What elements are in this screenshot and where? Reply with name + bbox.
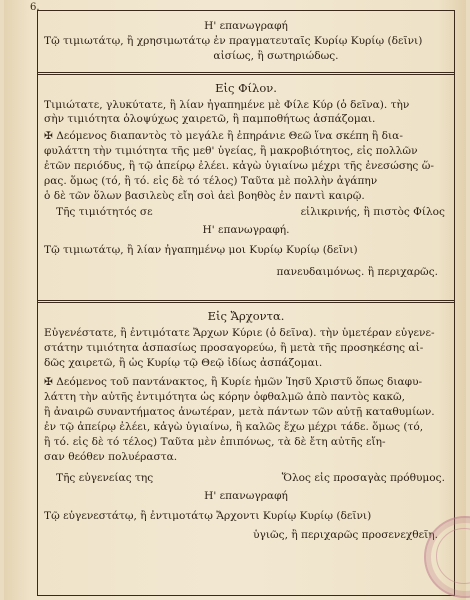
- closing-salutation: Τῆς εὐγενείας της: [56, 472, 154, 484]
- section3-address-cont: ὑγιῶς, ἢ περιχαρῶς προσενεχθεῖη.: [253, 529, 438, 541]
- letter-line: δῶς χαιρετῶ, ἢ ὡς Κυρίῳ τῷ Θεῷ ἰδίως ἀσπάζομαι.: [44, 357, 323, 369]
- closing-signature: εἰλικρινής, ἢ πιστὸς Φίλος: [300, 206, 445, 218]
- section1-heading: Η' επανωγραφή: [204, 20, 288, 32]
- section1-address: Τῷ τιμιωτάτῳ, ἢ χρησιμωτάτῳ ἐν πραγματευταῖς Κυρίῳ Κυρίῳ (δεῖνι): [44, 35, 423, 47]
- section2-heading: Εἰς Φίλον.: [215, 82, 277, 95]
- section-divider-1: [37, 72, 455, 75]
- section2-address: Τῷ τιμιωτάτῳ, ἢ λίαν ἠγαπημένῳ μοι Κυρίῳ Κυρίῳ (δεῖνι): [44, 244, 358, 256]
- letter-line: ✠ Δεόμενος διαπαντὸς τὸ μεγάλε ἢ ἐπηράνιε Θεῶ ἵνα σκέπη ἢ δια-: [44, 130, 403, 142]
- letter-line: Τιμιώτατε, γλυκύτατε, ἢ λίαν ἠγαπημένε μὲ Φίλε Κύρ (ὁ δεῖνα). τὴν: [44, 99, 410, 111]
- top-rule: [37, 10, 455, 11]
- letter-line: ἢ τό. εἰς δὲ τό τέλος) Ταῦτα μὲν ἐπιπόνως, τὰ δὲ ἔτη αὐτῆς εἴη-: [44, 436, 386, 448]
- closing-signature: Ὅλος εἰς προσαγὰς πρόθυμος.: [281, 472, 445, 484]
- section1-address-cont: αἰσίως, ἢ σωτηριώδως.: [213, 50, 339, 62]
- letter-line: Εὐγενέστατε, ἢ ἐντιμότατε Ἄρχων Κύριε (ὁ δεῖνα). τὴν ὑμετέραν εὐγενε-: [44, 327, 435, 339]
- letter-line: ὁ δὲ τῶν ὅλων βασιλεὺς εἴη σοὶ ἀεὶ βοηθὸς ἐν παντὶ καιρῷ.: [44, 190, 365, 202]
- section-divider-2: [37, 300, 455, 303]
- section3-superscription-heading: Η' επανωγραφή: [204, 490, 288, 502]
- letter-line: σαν θεόθεν πολυέραστα.: [44, 451, 178, 463]
- letter-line: φυλάττη τὴν τιμιότητα τῆς μεθ' ὑγείας, ἢ μακροβιότητος, εἰς πολλῶν: [44, 145, 418, 157]
- section2-superscription-heading: Η' επανωγραφή.: [202, 224, 290, 236]
- letter-line: ἐτῶν περιόδυς, ἢ τῷ ἀπείρῳ ἐλέει. κἀγὼ ὑγιαίνω μέχρι τῆς ἐνεσώσης ὥ-: [44, 160, 434, 172]
- section2-address-cont: πανευδαιμόνως. ἢ περιχαρῶς.: [276, 266, 438, 278]
- section3-heading: Εἰς Ἄρχοντα.: [207, 310, 285, 323]
- bottom-rule: [37, 595, 455, 596]
- letter-line: ἢ ἀναιρῶ συναντήματος ἀνωτέραν, μετὰ πάντων τῶν αὐτῇ καταθυμίων.: [44, 406, 435, 418]
- letter-line: ἐν τῷ ἀπείρῳ ἐλέει, κἀγὼ ὑγιαίνω, ἢ καλῶς ἔχω μέχρι τάδε. ὅμως (τό,: [44, 421, 424, 433]
- letter-line: σὴν τιμιότητα ὁλοψύχως χαιρετῶ, ἢ παμποθήτως ἀσπάζομαι.: [44, 113, 376, 125]
- letter-line: στάτην τιμιότητα ἀσπασίως προσαγορεύω, ἢ μετὰ τῆς προσηκέσης αἰ-: [44, 342, 424, 354]
- section3-address: Τῷ εὐγενεστάτῳ, ἢ ἐντιμοτάτῳ Ἄρχοντι Κυρίῳ Κυρίῳ (δεῖνι): [44, 510, 372, 522]
- closing-salutation: Τῆς τιμιότητός σε: [56, 206, 153, 218]
- letter-line: ✠ Δεόμενος τοῦ παντάνακτος, ἢ Κυρίε ἡμῶν Ἰησῦ Χριστῦ ὅπως διαφυ-: [44, 376, 423, 388]
- page-number: 6.: [30, 2, 40, 13]
- letter-line: λάττη τὴν αὐτῆς ἐντιμότητα ὡς κόρην ὀφθαλμῶ ἀπὸ παντὸς κακῶ,: [44, 391, 406, 403]
- letter-line: ρας. ὅμως (τό, ἢ τό. εἰς δὲ τό τέλος) Ταῦτα μὲ πολλὴν ἀγάπην: [44, 175, 378, 187]
